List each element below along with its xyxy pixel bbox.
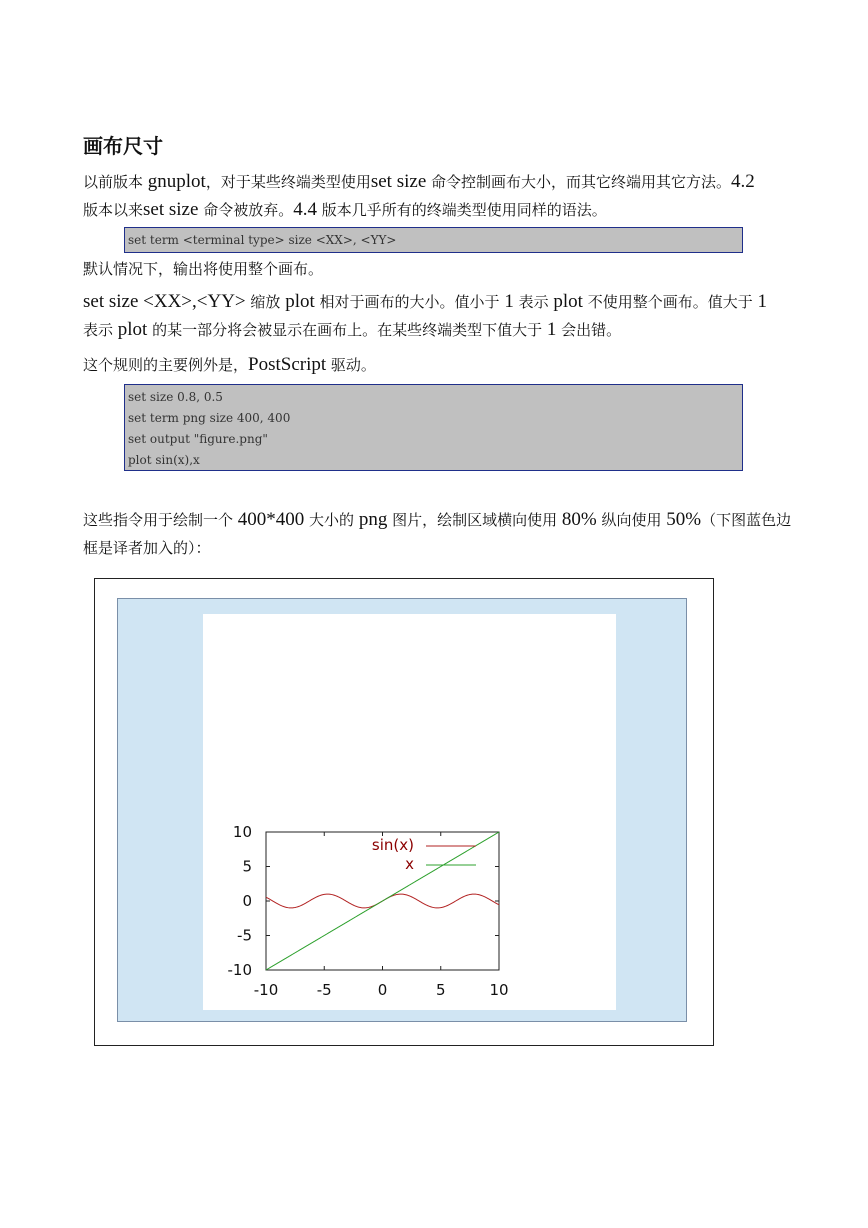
- p3-text-d: 相对于画布的大小。值小于: [314, 293, 505, 311]
- y-tick-label: 5: [242, 857, 252, 876]
- p5-text-f: 80%: [561, 509, 597, 530]
- p5-text-d: png: [358, 509, 388, 530]
- y-tick-label: 10: [232, 823, 252, 841]
- p3-text-i: 1: [757, 291, 767, 312]
- x-tick-label: -5: [316, 981, 332, 999]
- p5-text-e: 图片，绘制区域横向使用: [387, 511, 562, 529]
- p3-text-c: plot: [285, 291, 315, 312]
- p1-text-g: 版本以来: [83, 201, 144, 219]
- p3-text-b: 缩放: [245, 293, 286, 311]
- legend-label-x: x: [405, 855, 414, 873]
- p1-text-h: set size: [143, 199, 199, 220]
- p3-text-a: set size <XX>,<YY>: [83, 291, 246, 312]
- p4-text-c: 驱动。: [326, 356, 376, 374]
- legend-label-sin: sin(x): [371, 836, 414, 854]
- y-tick-label: -10: [227, 961, 252, 979]
- p5-text-g: 纵向使用: [596, 511, 667, 529]
- p3-text-f: 表示: [513, 293, 554, 311]
- section-heading: 画布尺寸: [83, 134, 163, 158]
- p3-text-n: 会出错。: [556, 321, 622, 339]
- code-line: plot sin(x),x: [128, 453, 200, 467]
- p3-text-g: plot: [553, 291, 583, 312]
- p1-text-c: ，对于某些终端类型使用: [205, 173, 371, 191]
- x-tick-label: 10: [489, 981, 509, 999]
- p4-text-a: 这个规则的主要例外是，: [83, 356, 249, 374]
- p1-text-j: 4.4: [293, 199, 317, 220]
- x-tick-label: 5: [435, 981, 446, 999]
- p1-text-k: 版本几乎所有的终端类型使用同样的语法。: [316, 201, 607, 219]
- p3-text-j: 表示: [83, 321, 118, 339]
- p5-text-i: （下图蓝色边框是译者加入的）：: [83, 511, 792, 557]
- y-tick-label: 0: [242, 892, 252, 910]
- p1-text-e: 命令控制画布大小，而其它终端用其它方法。: [426, 173, 732, 191]
- x-tick-label: 0: [377, 981, 388, 999]
- paragraph-2: 默认情况下，输出将使用整个画布。: [83, 260, 324, 278]
- code-line: set output "figure.png": [128, 432, 268, 446]
- p3-text-k: plot: [117, 319, 148, 340]
- p3-text-l: 的某一部分将会被显示在画布上。在某些终端类型下值大于: [147, 321, 547, 339]
- p3-text-m: 1: [546, 319, 557, 340]
- p1-text-d: set size: [370, 171, 427, 192]
- code-line: set term png size 400, 400: [128, 411, 291, 425]
- p4-text-b: PostScript: [248, 354, 327, 375]
- x-ticks: [254, 832, 509, 999]
- p5-text-h: 50%: [666, 509, 702, 530]
- p1-text-f: 4.2: [731, 171, 755, 192]
- p3-text-h: 不使用整个画布。值大于: [582, 293, 758, 311]
- p1-text-i: 命令被放弃。: [198, 201, 294, 219]
- p3-text-e: 1: [504, 291, 514, 312]
- p5-text-a: 这些指令用于绘制一个: [83, 511, 238, 529]
- code-line: set term <terminal type> size <XX>, <YY>: [128, 233, 397, 247]
- p1-text-b: gnuplot: [147, 171, 206, 192]
- p1-text-a: 以前版本: [83, 173, 148, 191]
- code-line: set size 0.8, 0.5: [128, 390, 223, 404]
- y-tick-label: -5: [237, 926, 252, 945]
- p5-text-c: 大小的: [304, 511, 359, 529]
- p5-text-b: 400*400: [237, 509, 305, 530]
- x-tick-label: -10: [253, 981, 279, 999]
